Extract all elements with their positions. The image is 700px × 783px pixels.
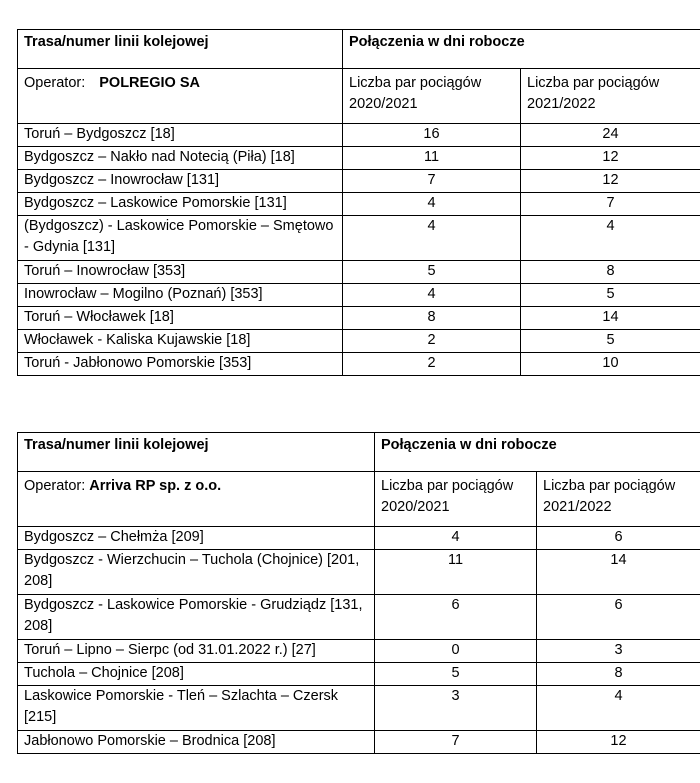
value-2020: 4	[343, 284, 521, 307]
value-2021: 24	[521, 124, 700, 147]
value-2020: 0	[375, 640, 537, 663]
value-2020: 11	[375, 550, 537, 595]
route-cell: Bydgoszcz – Laskowice Pomorskie [131]	[18, 193, 343, 216]
value-2021: 12	[537, 731, 700, 754]
value-2020: 6	[375, 595, 537, 640]
route-cell: Toruń – Inowrocław [353]	[18, 261, 343, 284]
route-cell: Bydgoszcz – Inowrocław [131]	[18, 170, 343, 193]
value-2021: 12	[521, 147, 700, 170]
col-2020-header: Liczba par pociągów 2020/2021	[375, 472, 537, 527]
operator-cell	[18, 472, 375, 527]
operator-name: Arriva RP sp. z o.o.	[89, 478, 222, 494]
col-2021-header: Liczba par pociągów 2021/2022	[537, 472, 700, 527]
operator-row	[18, 472, 700, 527]
table-row	[18, 124, 700, 147]
route-cell: Toruń – Włocławek [18]	[18, 307, 343, 330]
value-2021: 5	[521, 284, 700, 307]
route-cell: Jabłonowo Pomorskie – Brodnica [208]	[18, 731, 375, 754]
operator-label: Operator:	[24, 478, 86, 494]
route-cell: Bydgoszcz - Laskowice Pomorskie - Grudziądz [131, 208]	[18, 595, 375, 640]
route-cell: Inowrocław – Mogilno (Poznań) [353]	[18, 284, 343, 307]
value-2020: 5	[375, 663, 537, 686]
value-2021: 7	[521, 193, 700, 216]
value-2021: 6	[537, 595, 700, 640]
route-cell: Toruń – Lipno – Sierpc (od 31.01.2022 r.) [27]	[18, 640, 375, 663]
table-row	[18, 147, 700, 170]
table-row	[18, 640, 700, 663]
operator-label: Operator:	[24, 75, 86, 91]
header-row	[18, 30, 700, 69]
value-2021: 8	[521, 261, 700, 284]
value-2021: 14	[537, 550, 700, 595]
table-row	[18, 353, 700, 376]
polregio-table	[17, 29, 700, 376]
operator-name: POLREGIO SA	[99, 75, 200, 91]
value-2020: 7	[343, 170, 521, 193]
value-2021: 14	[521, 307, 700, 330]
value-2020: 4	[343, 216, 521, 261]
table-row	[18, 284, 700, 307]
route-cell: Bydgoszcz – Nakło nad Notecią (Piła) [18]	[18, 147, 343, 170]
table-row	[18, 550, 700, 595]
table-row	[18, 686, 700, 731]
route-cell: Toruń – Bydgoszcz [18]	[18, 124, 343, 147]
table-row	[18, 193, 700, 216]
table-row	[18, 216, 700, 261]
table-row	[18, 261, 700, 284]
route-cell: Tuchola – Chojnice [208]	[18, 663, 375, 686]
route-cell: Toruń - Jabłonowo Pomorskie [353]	[18, 353, 343, 376]
table-row	[18, 170, 700, 193]
value-2020: 2	[343, 330, 521, 353]
table-row	[18, 527, 700, 550]
value-2020: 11	[343, 147, 521, 170]
route-header: Trasa/numer linii kolejowej	[18, 30, 343, 69]
table-row	[18, 307, 700, 330]
table-row	[18, 663, 700, 686]
value-2020: 3	[375, 686, 537, 731]
value-2021: 4	[521, 216, 700, 261]
route-header: Trasa/numer linii kolejowej	[18, 433, 375, 472]
value-2020: 4	[375, 527, 537, 550]
value-2020: 16	[343, 124, 521, 147]
route-cell: Bydgoszcz – Chełmża [209]	[18, 527, 375, 550]
value-2021: 5	[521, 330, 700, 353]
route-cell: Bydgoszcz - Wierzchucin – Tuchola (Chojnice) [201, 208]	[18, 550, 375, 595]
value-2020: 2	[343, 353, 521, 376]
col-2021-header: Liczba par pociągów 2021/2022	[521, 69, 700, 124]
header-row	[18, 433, 700, 472]
connections-header: Połączenia w dni robocze	[375, 433, 700, 472]
value-2020: 7	[375, 731, 537, 754]
operator-cell	[18, 69, 343, 124]
route-cell: Włocławek - Kaliska Kujawskie [18]	[18, 330, 343, 353]
value-2021: 6	[537, 527, 700, 550]
value-2021: 3	[537, 640, 700, 663]
col-2020-header: Liczba par pociągów 2020/2021	[343, 69, 521, 124]
value-2020: 8	[343, 307, 521, 330]
table-row	[18, 330, 700, 353]
value-2020: 5	[343, 261, 521, 284]
value-2021: 4	[537, 686, 700, 731]
value-2020: 4	[343, 193, 521, 216]
value-2021: 8	[537, 663, 700, 686]
value-2021: 10	[521, 353, 700, 376]
table-row	[18, 731, 700, 754]
route-cell: Laskowice Pomorskie - Tleń – Szlachta – Czersk [215]	[18, 686, 375, 731]
route-cell: (Bydgoszcz) - Laskowice Pomorskie – Smętowo - Gdynia [131]	[18, 216, 343, 261]
value-2021: 12	[521, 170, 700, 193]
table-row	[18, 595, 700, 640]
connections-header: Połączenia w dni robocze	[343, 30, 700, 69]
operator-row	[18, 69, 700, 124]
arriva-table	[17, 432, 700, 754]
